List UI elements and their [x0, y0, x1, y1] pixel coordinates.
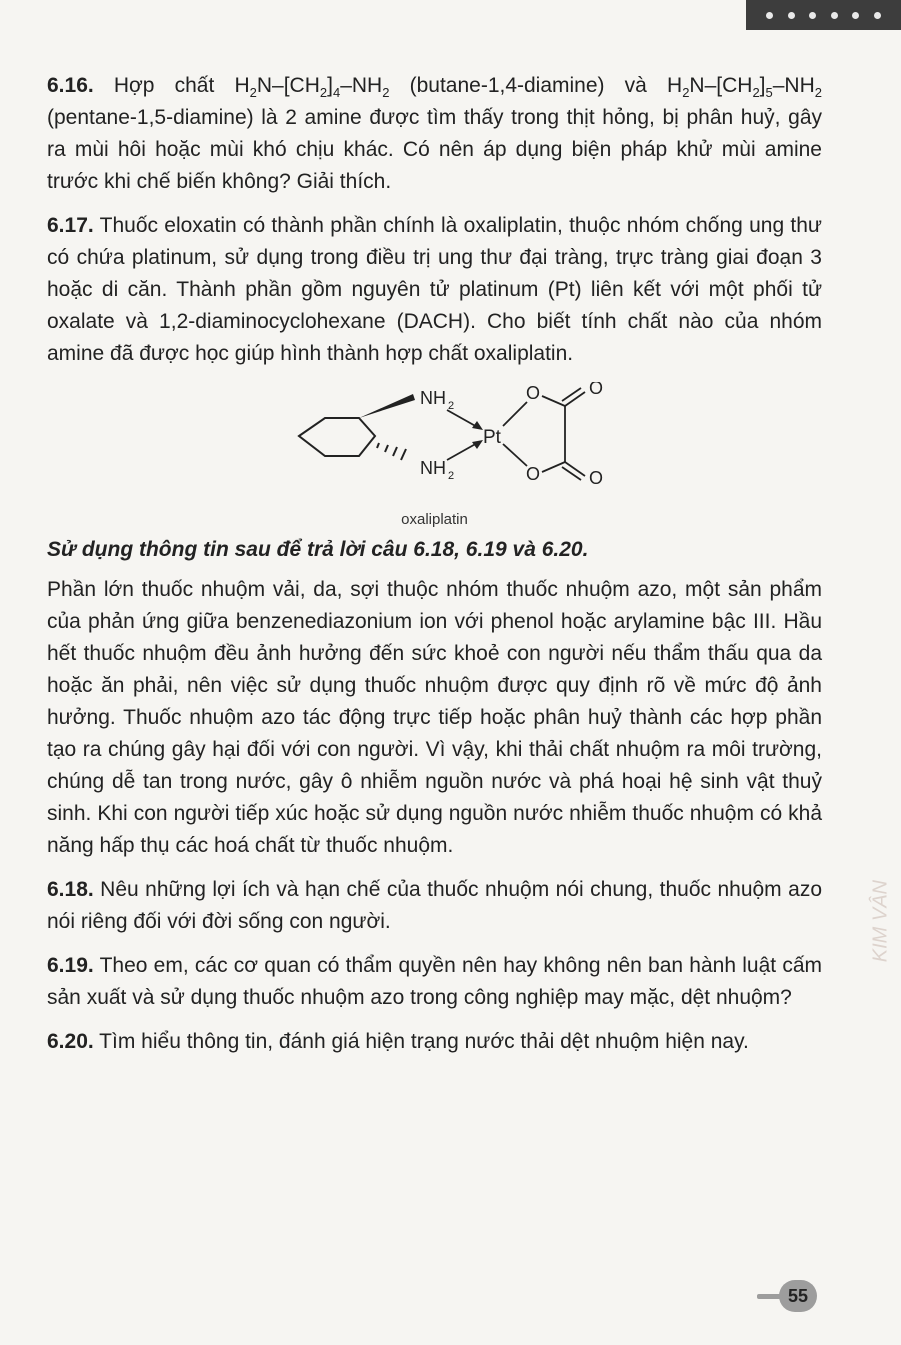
subscript: 4 — [332, 85, 341, 100]
oxaliplatin-structure — [287, 382, 587, 500]
question-text: Hợp chất H — [93, 74, 250, 97]
question-number: 6.17. — [47, 214, 94, 237]
subscript: 2 — [319, 85, 328, 100]
question-text: –NH — [340, 74, 383, 97]
question-text: (butane-1,4-diamine) và H — [389, 74, 683, 97]
pt-o-bond-bottom — [503, 444, 527, 466]
dot-icon — [852, 12, 859, 19]
question-text: N–[CH — [256, 74, 320, 97]
question-text: Thuốc eloxatin có thành phần chính là oxaliplatin, thuộc nhóm chống ung thư có chứa platinum, sử dụng trong điều trị ung thư đại tràng, trực tràng giai đoạn 3 hoặc di căn. Thành phần gồm nguyên tử platinum (Pt) liên kết với một phối tử oxalate và 1,2-diaminocyclohexane (DACH). Cho biết tính chất nào của nhóm amine đã được học giúp hình thành hợp chất oxaliplatin. — [47, 214, 822, 365]
reading-passage: Phần lớn thuốc nhuộm vải, da, sợi thuộc nhóm thuốc nhuộm azo, một sản phẩm của phản ứng giữa benzenediazonium ion với phenol hoặc arylamine bậc III. Hầu hết thuốc nhuộm đều ảnh hưởng đến sức khoẻ con người nếu thẩm thấu qua da hoặc ăn phải, nên việc sử dụng thuốc nhuộm được quy định rõ về mức độ ảnh hưởng. Thuốc nhuộm azo tác động trực tiếp hoặc phân huỷ thành các hợp phần tạo ra chúng gây hại đối với con người. Vì vậy, khi thải chất nhuộm ra môi trường, chúng dễ tan trong nước, gây ô nhiễm nguồn nước và phá hoại hệ sinh vật thuỷ sinh. Khi con người tiếp xúc hoặc sử dụng nguồn nước nhiễm thuốc nhuộm có khả năng hấp thụ các hoá chất từ thuốc nhuộm. — [47, 578, 822, 857]
question-number: 6.20. — [47, 1030, 94, 1053]
question-6-18 — [47, 874, 822, 938]
dot-icon — [766, 12, 773, 19]
subscript: 2 — [249, 85, 257, 100]
wedge-bond — [359, 394, 415, 418]
question-number: 6.18. — [47, 878, 94, 901]
nh2-top-subscript: 2 — [448, 400, 455, 412]
carbonyl-oxygen-bottom: O — [589, 468, 604, 488]
dot-icon — [831, 12, 838, 19]
hashed-bond — [377, 443, 406, 460]
question-6-17 — [47, 210, 822, 370]
cyclohexane-ring — [299, 418, 375, 456]
dot-icon — [874, 12, 881, 19]
question-text: ] — [327, 74, 333, 97]
subscript: 2 — [814, 85, 822, 100]
nh2-bottom-subscript: 2 — [448, 470, 455, 482]
question-6-19 — [47, 950, 822, 1014]
o-c-bond-top — [542, 396, 565, 406]
question-text: ] — [759, 74, 766, 97]
oxygen-top-label: O — [526, 383, 541, 403]
page-number: 55 — [779, 1280, 817, 1312]
nh2-top-label: NH — [420, 388, 446, 408]
question-number: 6.16. — [47, 74, 94, 97]
page-content — [47, 70, 822, 1070]
question-text: Theo em, các cơ quan có thẩm quyền nên hay không nên ban hành luật cấm sản xuất và sử dụng thuốc nhuộm azo trong công nghiệp may mặc, dệt nhuộm? — [47, 954, 822, 1009]
question-text: (pentane-1,5-diamine) là 2 amine được tìm thấy trong thịt hỏng, bị phân huỷ, gây ra mùi hôi hoặc mùi khó chịu khác. Có nên áp dụng biện pháp khử mùi amine trước khi chế biến không? Giải thích. — [47, 106, 822, 193]
question-number: 6.19. — [47, 954, 94, 977]
question-6-20 — [47, 1026, 822, 1058]
nh2-bottom-label: NH — [420, 458, 446, 478]
watermark: KIM VÂN — [869, 880, 891, 963]
o-c-bond-bottom — [542, 462, 565, 472]
subscript: 2 — [752, 85, 760, 100]
subscript: 2 — [682, 85, 690, 100]
dot-icon — [788, 12, 795, 19]
pt-label: Pt — [483, 427, 501, 448]
subscript: 5 — [765, 85, 773, 100]
pt-o-bond-top — [503, 402, 527, 426]
oxaliplatin-figure — [47, 382, 822, 530]
subscript: 2 — [382, 85, 390, 100]
question-text: Nêu những lợi ích và hạn chế của thuốc nhuộm nói chung, thuốc nhuộm azo nói riêng đối với đời sống con người. — [47, 878, 822, 933]
instruction-heading: Sử dụng thông tin sau để trả lời câu 6.18, 6.19 và 6.20. — [47, 538, 589, 561]
question-text: N–[CH — [689, 74, 753, 97]
question-text: Tìm hiểu thông tin, đánh giá hiện trạng nước thải dệt nhuộm hiện nay. — [93, 1030, 749, 1053]
c-o-double-bond-bottom — [565, 462, 585, 476]
oxygen-bottom-label: O — [526, 464, 541, 484]
question-text: –NH — [772, 74, 815, 97]
c-o-double-bond-top — [565, 392, 585, 406]
figure-caption: oxaliplatin — [401, 511, 468, 528]
chapter-tab — [746, 0, 901, 30]
question-6-16 — [47, 70, 822, 198]
dot-icon — [809, 12, 816, 19]
carbonyl-oxygen-top: O — [589, 382, 604, 398]
carbonyl-oxygen-labels — [587, 382, 627, 500]
